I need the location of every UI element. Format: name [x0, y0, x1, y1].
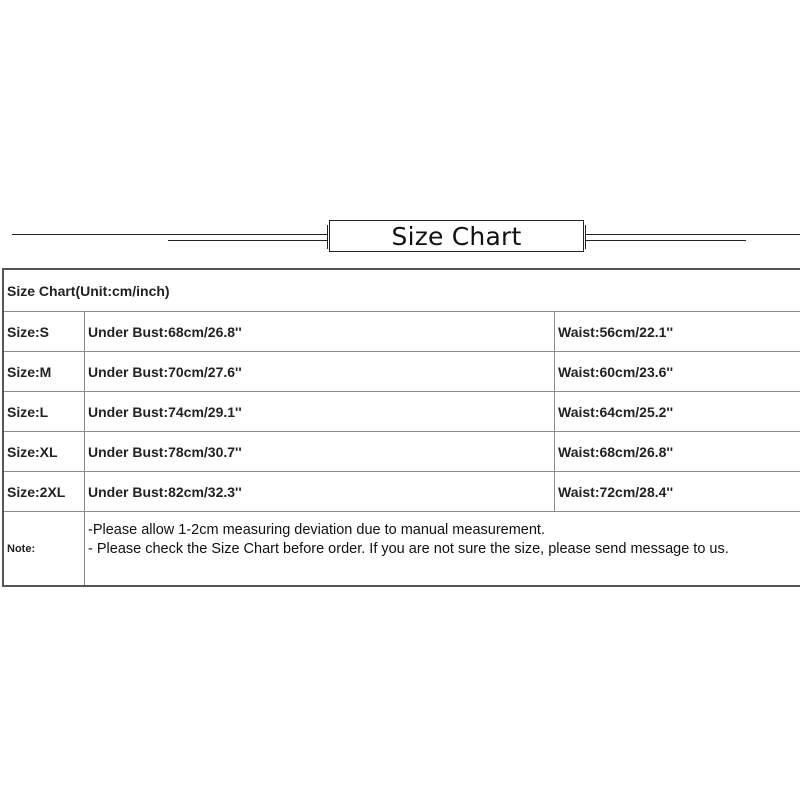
- note-row: [3, 512, 800, 587]
- page-title: Size Chart: [391, 221, 522, 251]
- banner-left-line-short: [168, 240, 328, 241]
- table-caption: Size Chart(Unit:cm/inch): [3, 269, 800, 312]
- note-line: - Please check the Size Chart before order. If you are not sure the size, please send message to us.: [88, 541, 729, 557]
- waist-cell: Waist:72cm/28.4'': [555, 472, 800, 512]
- note-content: [85, 512, 800, 587]
- under-bust-cell: Under Bust:68cm/26.8'': [85, 312, 555, 352]
- under-bust-cell: Under Bust:70cm/27.6'': [85, 352, 555, 392]
- banner-right-line-short: [586, 240, 746, 241]
- waist-cell: Waist:68cm/26.8'': [555, 432, 800, 472]
- waist-cell: Waist:60cm/23.6'': [555, 352, 800, 392]
- waist-cell: Waist:56cm/22.1'': [555, 312, 800, 352]
- table-caption-row: [3, 269, 800, 312]
- size-cell: Size:L: [3, 392, 85, 432]
- table-row: [3, 312, 800, 352]
- under-bust-cell: Under Bust:82cm/32.3'': [85, 472, 555, 512]
- banner-left-line-long: [12, 234, 328, 235]
- banner-right-line-long: [586, 234, 800, 235]
- title-box: [329, 220, 584, 252]
- table-row: [3, 472, 800, 512]
- size-chart-banner: [0, 214, 800, 260]
- table-row: [3, 432, 800, 472]
- size-chart-table: [2, 268, 800, 587]
- size-cell: Size:M: [3, 352, 85, 392]
- note-line: -Please allow 1-2cm measuring deviation due to manual measurement.: [88, 522, 545, 538]
- size-cell: Size:XL: [3, 432, 85, 472]
- table-row: [3, 352, 800, 392]
- under-bust-cell: Under Bust:74cm/29.1'': [85, 392, 555, 432]
- under-bust-cell: Under Bust:78cm/30.7'': [85, 432, 555, 472]
- waist-cell: Waist:64cm/25.2'': [555, 392, 800, 432]
- size-cell: Size:2XL: [3, 472, 85, 512]
- table-row: [3, 392, 800, 432]
- note-label: Note:: [3, 512, 85, 587]
- size-cell: Size:S: [3, 312, 85, 352]
